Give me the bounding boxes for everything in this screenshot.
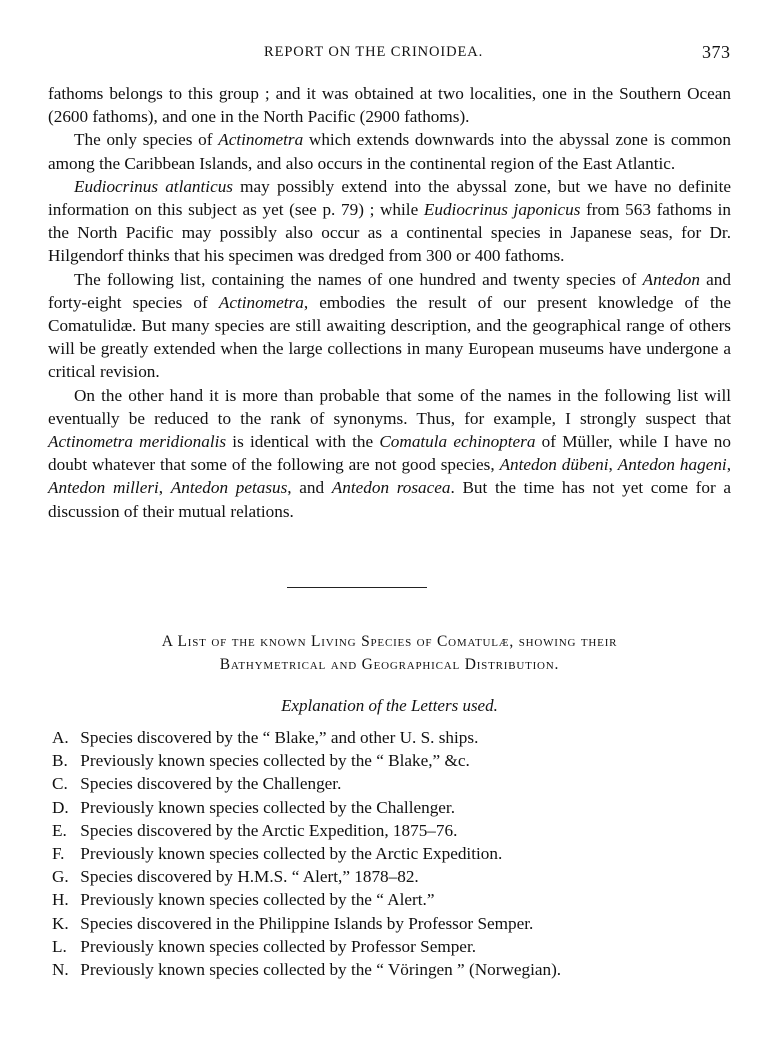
- legend-letter: H.: [52, 890, 69, 910]
- body-paragraph: [48, 268, 731, 384]
- legend-item: [52, 912, 692, 935]
- italic-species-name: Antedon: [642, 269, 700, 289]
- page-number: 373: [702, 42, 731, 62]
- text-run: The only species of: [74, 130, 219, 150]
- legend-description: Previously known species collected by Professor Semper.: [76, 936, 477, 956]
- legend-letter: F.: [52, 844, 65, 864]
- legend-description: Species discovered by H.M.S. “ Alert,” 1878–82.: [76, 867, 419, 887]
- letter-legend-list: [52, 726, 692, 981]
- text-run: ,: [726, 455, 731, 475]
- text-run: . But the time has not yet come for a discussion of their mutual relations.: [48, 478, 732, 521]
- body-text: [48, 82, 731, 523]
- text-run: is identical with the: [226, 432, 380, 452]
- legend-letter: N.: [52, 960, 69, 980]
- italic-species-name: Actinometra: [218, 292, 304, 312]
- legend-item: [52, 958, 692, 981]
- legend-item: [52, 772, 692, 795]
- running-header: [0, 44, 776, 68]
- legend-letter: C.: [52, 774, 68, 794]
- section-heading: [48, 630, 731, 676]
- body-paragraph: [48, 384, 731, 523]
- body-paragraph: [48, 175, 731, 268]
- legend-letter: E.: [52, 820, 67, 840]
- italic-species-name: Actinometra: [218, 130, 304, 150]
- text-run: and forty-eight species of: [48, 269, 731, 312]
- text-run: of Müller, while I have no doubt whatever that some of the following are not good species,: [48, 432, 731, 475]
- italic-species-name: Antedon rosacea: [331, 478, 451, 498]
- body-paragraph: [48, 82, 731, 128]
- italic-species-name: Antedon hageni: [617, 455, 727, 475]
- legend-description: Previously known species collected by the Arctic Expedition.: [76, 844, 503, 864]
- section-heading-line-2: Bathymetrical and Geographical Distribution.: [219, 656, 560, 673]
- italic-species-name: Antedon petasus: [170, 478, 288, 498]
- legend-letter: G.: [52, 867, 69, 887]
- legend-item: [52, 796, 692, 819]
- legend-description: Species discovered by the Arctic Expedition, 1875–76.: [76, 820, 458, 840]
- text-run: , embodies the result of our present knowledge of the Comatulidæ. But many species are still awaiting description, and the geographical range of others will be greatly extended when the large collections in many European museums have undergone a critical revision.: [48, 292, 731, 382]
- italic-species-name: Eudiocrinus atlanticus: [74, 176, 233, 196]
- legend-item: [52, 749, 692, 772]
- text-run: from 563 fathoms in the North Pacific may possibly also occur as a continental species in Japanese seas, for Dr. Hilgendorf thinks that his specimen was dredged from 300 or 400 fathoms.: [48, 200, 731, 266]
- text-run: ,: [608, 455, 618, 475]
- legend-letter: D.: [52, 797, 69, 817]
- legend-letter: L.: [52, 936, 67, 956]
- legend-description: Previously known species collected by the “ Alert.”: [76, 890, 435, 910]
- text-run: ,: [158, 478, 171, 498]
- legend-description: Species discovered by the Challenger.: [76, 774, 342, 794]
- section-divider-rule: [287, 587, 427, 588]
- italic-species-name: Eudiocrinus japonicus: [423, 200, 581, 220]
- text-run: , and: [287, 478, 332, 498]
- running-title: REPORT ON THE CRINOIDEA.: [264, 44, 484, 60]
- section-subheading: Explanation of the Letters used.: [281, 696, 498, 715]
- body-paragraph: [48, 128, 731, 174]
- legend-description: Previously known species collected by the Challenger.: [76, 797, 455, 817]
- text-run: which extends downwards into the abyssal zone is common among the Caribbean Islands, and also occurs in the continental region of the East Atlantic.: [48, 130, 731, 173]
- legend-letter: B.: [52, 751, 68, 771]
- legend-description: Previously known species collected by the “ Blake,” &c.: [76, 751, 470, 771]
- italic-species-name: Comatula echinoptera: [379, 432, 536, 452]
- text-run: On the other hand it is more than probable that some of the names in the following list will eventually be reduced to the rank of synonyms. Thus, for example, I strongly suspect that: [48, 385, 731, 428]
- legend-item: [52, 819, 692, 842]
- legend-letter: K.: [52, 913, 69, 933]
- italic-species-name: Antedon milleri: [48, 478, 159, 498]
- legend-item: [52, 865, 692, 888]
- italic-species-name: Actinometra meridionalis: [48, 432, 227, 452]
- legend-item: [52, 935, 692, 958]
- text-run: may possibly extend into the abyssal zone, but we have no definite information on this subject as yet (see p. 79) ; while: [48, 176, 731, 220]
- text-run: fathoms belongs to this group ; and it was obtained at two localities, one in the Southern Ocean (2600 fathoms), and one in the North Pacific (2900 fathoms).: [48, 84, 731, 127]
- legend-description: Species discovered by the “ Blake,” and other U. S. ships.: [76, 728, 479, 747]
- legend-item: [52, 842, 692, 865]
- legend-item: [52, 726, 692, 749]
- legend-description: Species discovered in the Philippine Islands by Professor Semper.: [76, 913, 534, 933]
- italic-species-name: Antedon dübeni: [499, 455, 609, 475]
- text-run: The following list, containing the names of one hundred and twenty species of: [74, 269, 643, 289]
- legend-description: Previously known species collected by the “ Vöringen ” (Norwegian).: [76, 960, 562, 980]
- legend-letter: A.: [52, 728, 69, 747]
- section-heading-line-1: A List of the known Living Species of Comatulæ, showing their: [161, 633, 618, 650]
- legend-item: [52, 888, 692, 911]
